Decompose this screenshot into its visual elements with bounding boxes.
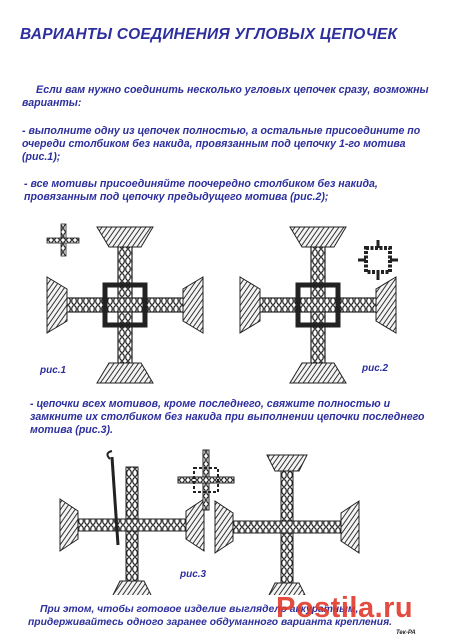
watermark-logo-text: Postila.ru bbox=[276, 592, 414, 624]
postila-watermark bbox=[276, 592, 413, 625]
figure-1-caption: рис.1 bbox=[40, 365, 67, 376]
intro-paragraph: Если вам нужно соединить несколько угловых цепочек сразу, возможны варианты: bbox=[22, 84, 429, 109]
square-diagram-icon-right bbox=[358, 240, 398, 280]
crochet-figures-top bbox=[0, 210, 460, 390]
figure-2-motif bbox=[240, 227, 396, 383]
figure-3-caption: рис.3 bbox=[180, 569, 207, 580]
variant-3-text: - цепочки всех мотивов, кроме последнего, свяжите полностью и замкните их столбиком без накида при выполнении цепочки последнего мотива (рис.3). bbox=[30, 398, 425, 436]
cross-diagram-icon-left bbox=[47, 224, 79, 256]
figure-3-right-motif bbox=[215, 455, 359, 595]
author-signature: Тек-РА bbox=[396, 630, 416, 636]
crochet-figure-3 bbox=[0, 445, 460, 595]
variant-1-text: - выполните одну из цепочек полностью, а остальные присоедините по очереди столбиком без накида, провязанным под цепочку 1-го мотива (рис.1); bbox=[22, 125, 421, 163]
footer-note: При этом, чтобы готовое изделие выглядело аккуратным, придерживайтесь одного заранее обдуманного варианта крепления. bbox=[28, 604, 392, 628]
page-title: ВАРИАНТЫ СОЕДИНЕНИЯ УГЛОВЫХ ЦЕПОЧЕК bbox=[20, 26, 398, 43]
figure-2-caption: рис.2 bbox=[362, 363, 389, 374]
figure-1-motif bbox=[47, 227, 203, 383]
variant-2-text: - все мотивы присоединяйте поочередно столбиком без накида, провязанным под цепочку предыдущего мотива (рис.2); bbox=[24, 178, 378, 203]
cross-diagram-icon-center bbox=[178, 450, 234, 510]
